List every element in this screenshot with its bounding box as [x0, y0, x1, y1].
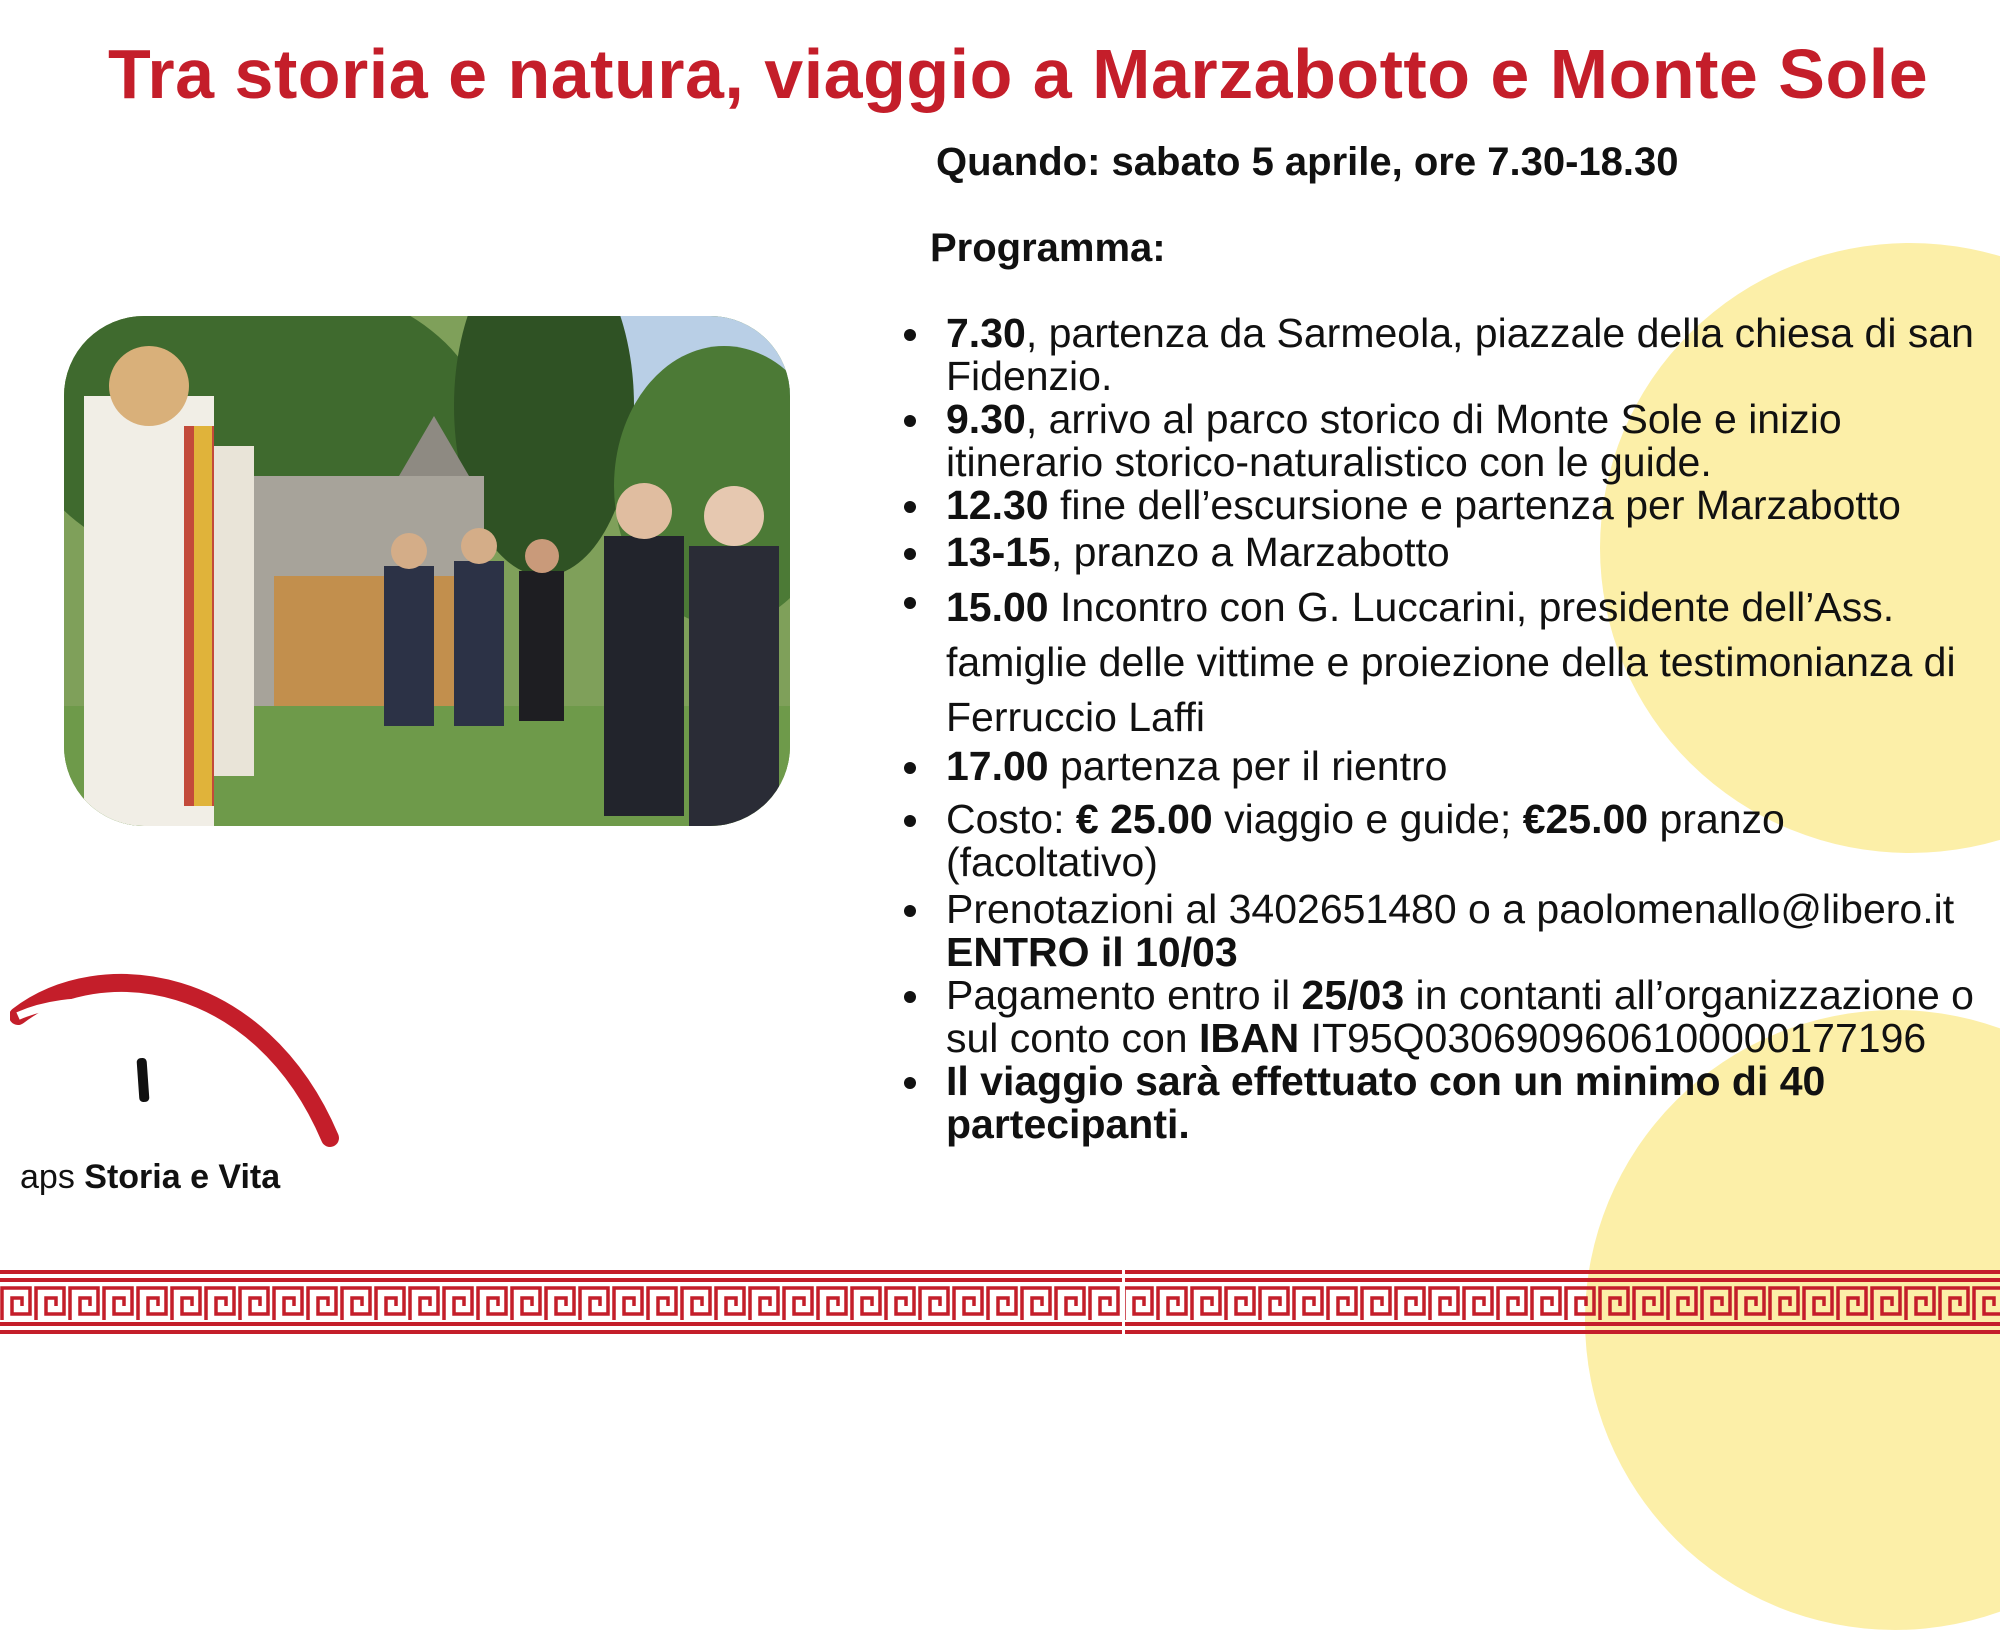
program-item: 7.30, partenza da Sarmeola, piazzale della chiesa di san Fidenzio.: [900, 312, 1980, 398]
greek-key-border: [0, 1270, 2000, 1334]
program-item: 15.00 Incontro con G. Luccarini, presidente dell’Ass. famiglie delle vittime e proiezione della testimonianza di Ferruccio Laffi: [900, 580, 1980, 745]
program-item: 9.30, arrivo al parco storico di Monte Sole e inizio itinerario storico-naturalistico con le guide.: [900, 398, 1980, 484]
page-title: Tra storia e natura, viaggio a Marzabotto e Monte Sole: [108, 35, 1929, 113]
cost-item: Costo: € 25.00 viaggio e guide; €25.00 pranzo (facoltativo): [900, 798, 1980, 884]
program-list: [900, 312, 1980, 1146]
booking-item: Prenotazioni al 3402651480 o a paolomenallo@libero.it ENTRO il 10/03: [900, 888, 1980, 974]
minimum-note: Il viaggio sarà effettuato con un minimo di 40 partecipanti.: [900, 1060, 1980, 1146]
logo-caption: aps Storia e Vita: [20, 1158, 281, 1196]
payment-item: Pagamento entro il 25/03 in contanti all’organizzazione o sul conto con IBAN IT95Q0306909606100000177196: [900, 974, 1980, 1060]
programma-heading: Programma:: [930, 226, 1166, 270]
commemoration-photo: [64, 316, 790, 826]
program-item: 12.30 fine dell’escursione e partenza per Marzabotto: [900, 484, 1980, 527]
event-when: Quando: sabato 5 aprile, ore 7.30-18.30: [936, 140, 1679, 184]
storia-e-vita-logo: [10, 968, 340, 1148]
program-item: 17.00 partenza per il rientro: [900, 745, 1980, 788]
program-item: 13-15, pranzo a Marzabotto: [900, 531, 1980, 574]
